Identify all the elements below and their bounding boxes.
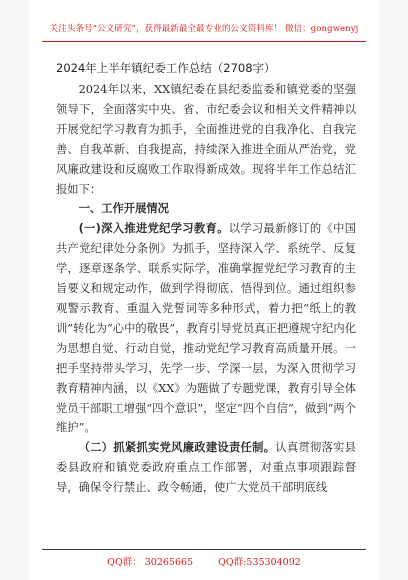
item-2-label: （二）抓紧抓实党风廉政建设责任制。 xyxy=(78,441,276,455)
footer xyxy=(30,554,378,568)
document-title: 2024年上半年镇纪委工作总结（2708字） xyxy=(56,61,276,75)
document-body xyxy=(56,80,356,498)
item-2-paragraph xyxy=(56,438,356,498)
item-1-text: 以学习最新修订的《中国共产党纪律处分条例》为抓手，坚持深入学、系统学、反复学，逐章逐条学、联系实际学，准确掌握党纪学习教育的主旨要义和规定动作，做到学得彻底、悟得到位。通过组织参观警示教育、重温入党誓词等多种形式，着力把“纸上的教训”转化为“心中的敬畏”，教育引导党员真正把遵规守纪内化为思想自觉、行动自觉，推动党纪学习教育高质量开展。一把手坚持带头学习，先学一步、学深一层，为深入贯彻学习教育精神内涵，以《XX》为题做了专题党课，教育引导全体党员干部职工增强“四个意识”，坚定“四个自信”，做到“两个维护”。 xyxy=(56,222,357,435)
header-divider xyxy=(42,41,366,42)
header-banner: 关注头条号“公文研究”，获得最新最全最专业的公文资料库！ 微信：gongwenyj xyxy=(49,24,359,34)
item-1-paragraph xyxy=(56,219,356,438)
item-2-text: 认真贯彻落实县委县政府和镇党委政府重点工作部署，对重点事项跟踪督导，确保令行禁止、政令畅通，使广大党员干部明底线 xyxy=(56,441,356,495)
qq-group-2: QQ群:535304092 xyxy=(218,557,301,568)
footer-divider xyxy=(42,549,366,550)
qq-group-1: QQ群： 30265665 xyxy=(107,557,194,568)
document-page xyxy=(30,0,378,580)
item-1-label: (一)深入推进党纪学习教育。 xyxy=(78,222,229,236)
section-heading: 一、工作开展情况 xyxy=(78,202,169,216)
intro-paragraph: 2024年以来，XX镇纪委在县纪委监委和镇党委的坚强领导下，全面落实中央、省、市纪委会议和相关文件精神以开展党纪学习教育为抓手，全面推进党的自我净化、自我完善、自我革新、自我提高，持续深入推进全面从严治党，党风廉政建设和反腐败工作取得新成效。现将半年工作总结汇报如下： xyxy=(56,83,356,196)
